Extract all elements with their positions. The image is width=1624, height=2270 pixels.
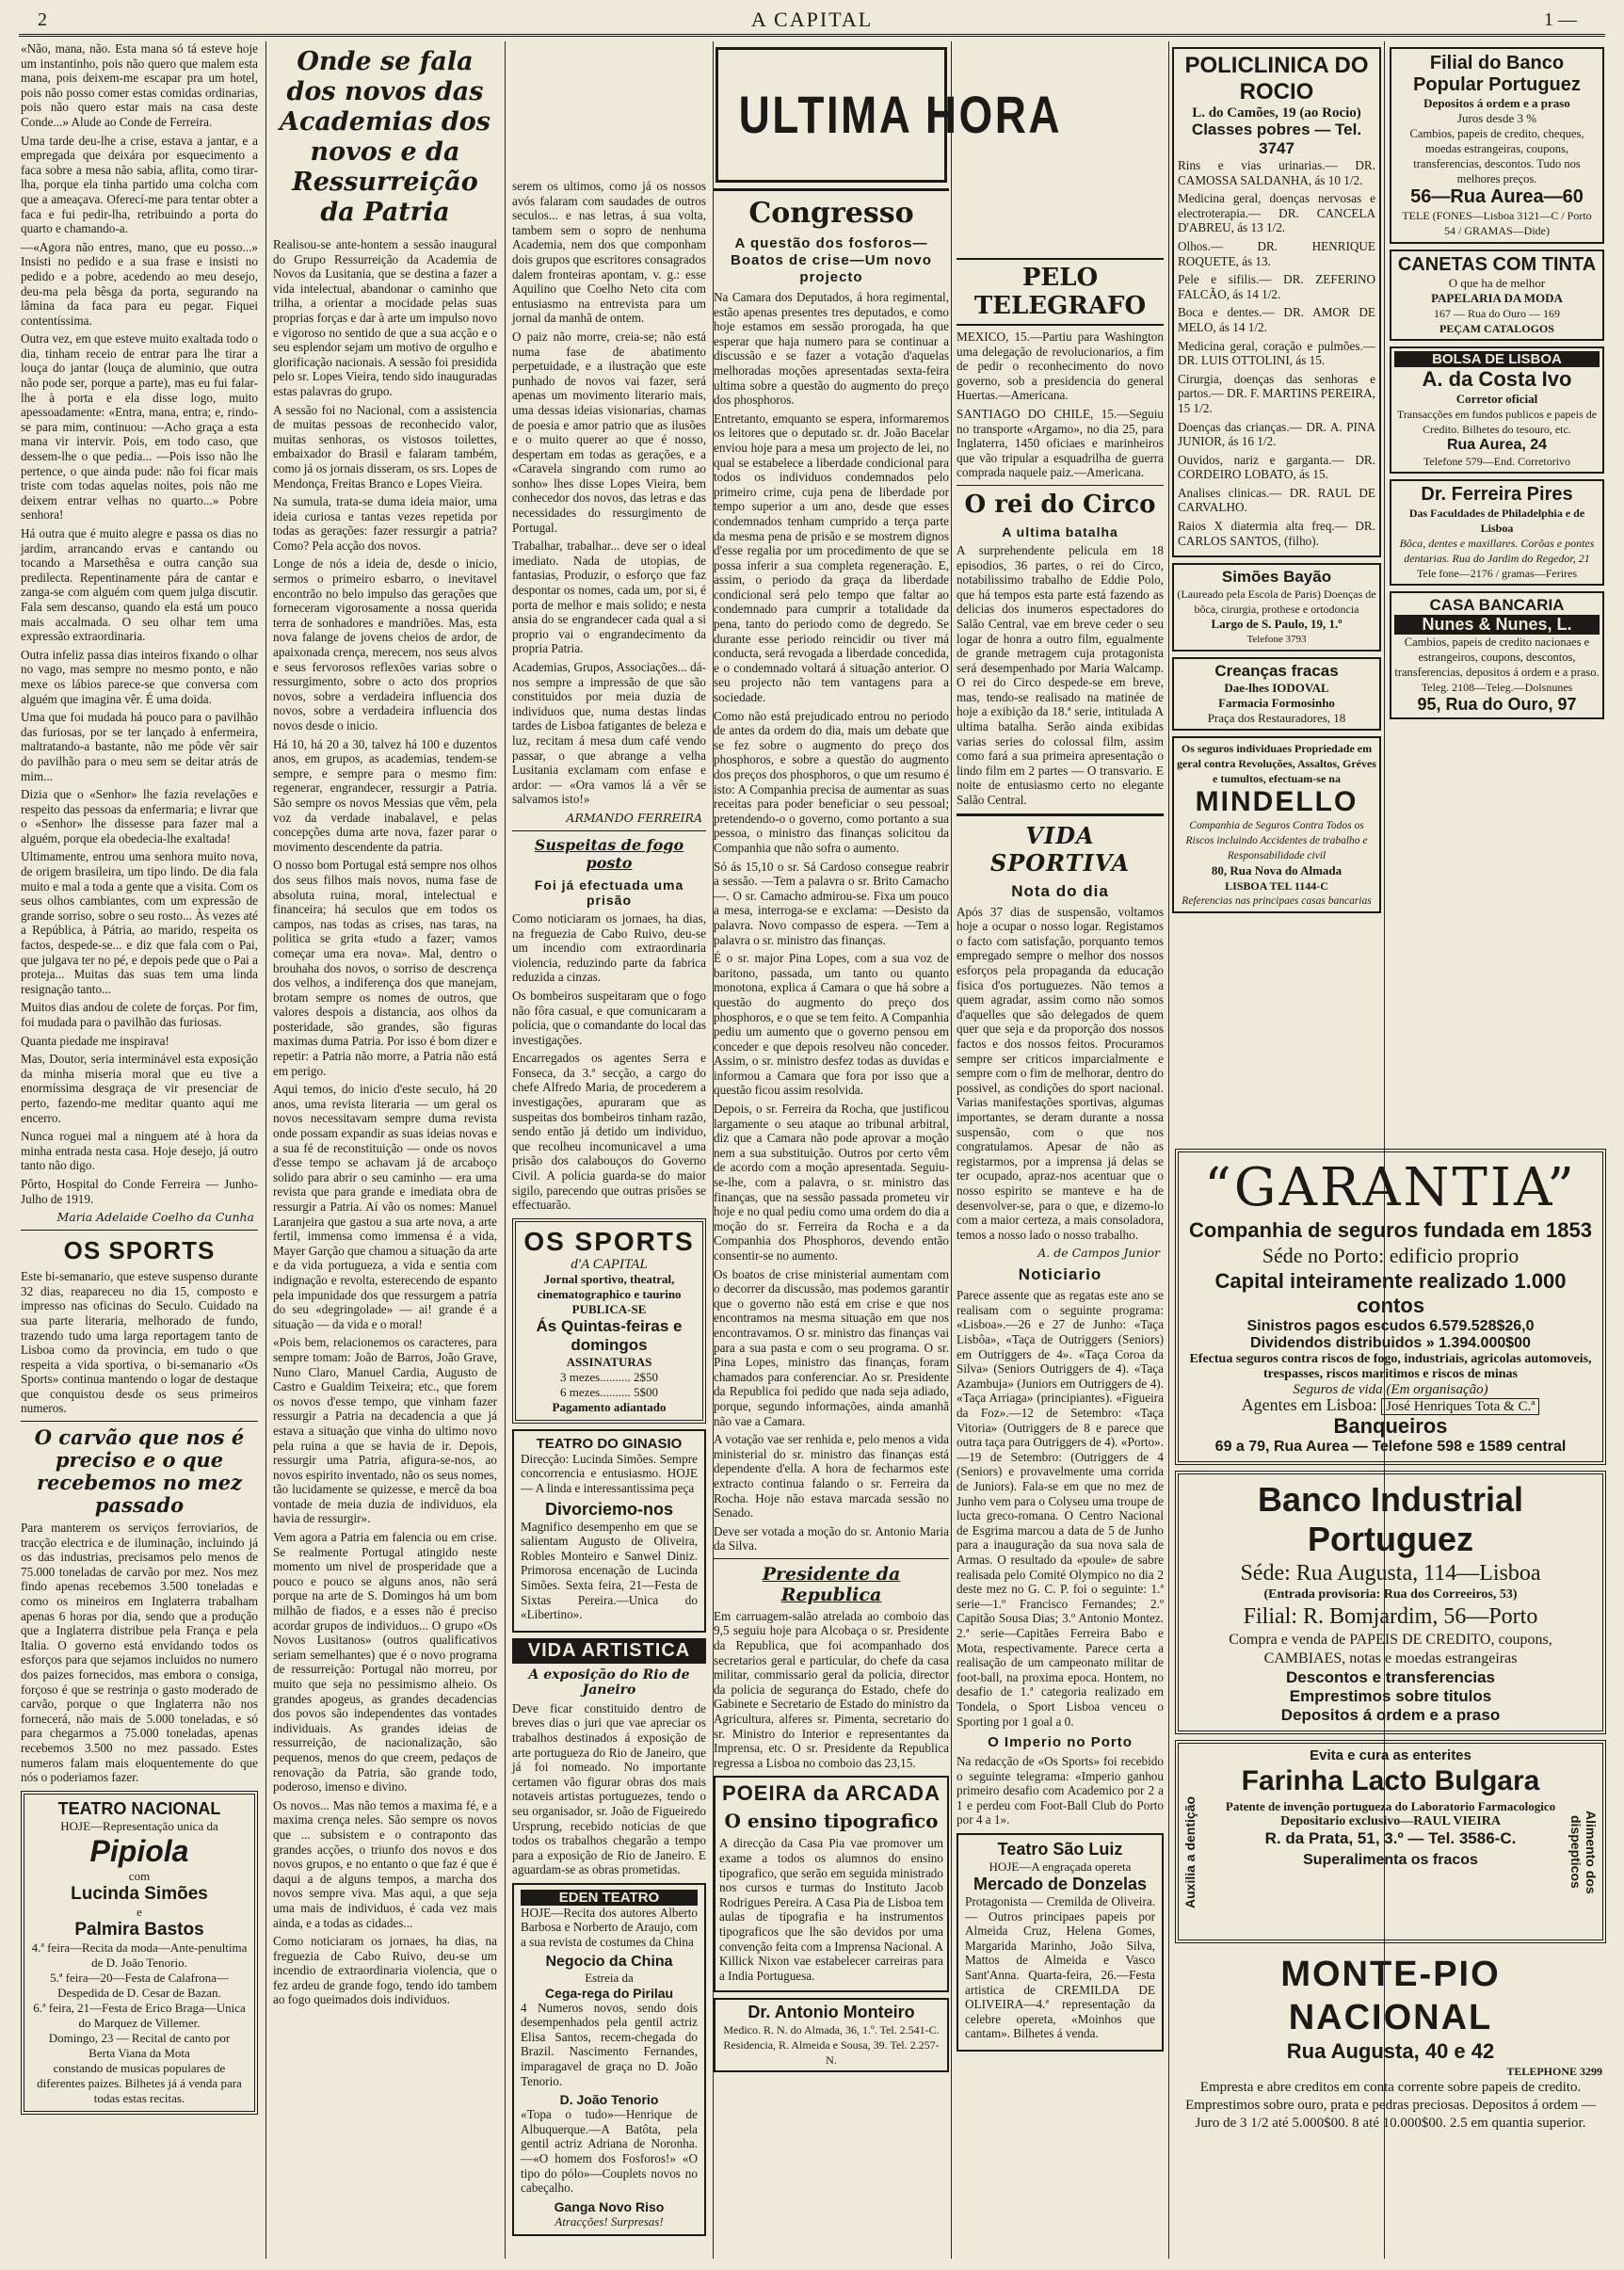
ad-text: Protagonista — Cremilda de Oliveira. — Outros principaes papeis por Almeida Cruz, Helena Gomes, Margarida Marinho, João Silva, Mattos de Almeida e Vasco Sant'Anna. Quarta-feira, 26.—Festa artistica de CREMILDA DE OLIVEIRA—4.ª representação da celebre opereta, «Moinhos que cantam». Bilhetes á venda. xyxy=(965,1894,1155,2041)
article-paragraph: A sessão foi no Nacional, com a assistencia de muitas pessoas de reconhecido valor, muitas senhoras, os vistosos toilettes, embaixador do Brasil e falaram também, como já os jornais disseram, os srs. Lopes de Mendonça, Freitas Branco e Lopes Vieira. xyxy=(273,402,497,491)
divider xyxy=(714,188,949,191)
ad-sub: Das Faculdades de Philadelphia e de Lisboa xyxy=(1408,507,1585,535)
story-paragraph: Nunca roguei mal a ninguem até à hora da minha entrada nesta casa. Hoje desejo, já outro tanto não digo. xyxy=(21,1129,258,1173)
ad-play: Negocio da China xyxy=(545,1953,673,1970)
column-rule xyxy=(951,41,952,2259)
ad-title: Simões Bayão xyxy=(1221,568,1332,587)
ad-subtitle: HOJE—Representação unica da xyxy=(60,1818,218,1833)
garantia-agent-name: José Henriques Tota & C.ª xyxy=(1381,1398,1539,1415)
congresso-paragraph: Na Camara dos Deputados, á hora regimental, estão apenas presentes tres deputados, e como hoje estamos em sessão prorogada, ha que esperar que haja numero para se continuar a discussão e se fazer a votação d'aquelas melhoradas moções apresentadas sexta-feira ultima sobre a questão do augmento do preço dos phosphoros. xyxy=(714,290,949,408)
ultima-hora-spacer xyxy=(957,41,1164,254)
story-paragraph: Outra infeliz passa dias inteiros fixando o olhar no vago, mas sempre no mesmo ponto, e não mexe os lábios parece-se que conversa com alguém que imagina vêr. É uma doida. xyxy=(21,647,258,706)
garantia-sub: Companhia de seguros fundada em 1853 xyxy=(1189,1218,1592,1242)
policlinica-ad xyxy=(1172,47,1381,557)
divider xyxy=(512,830,706,831)
fogo-paragraph: Os bombeiros suspeitaram que o fogo não fôra casual, e que comunicaram a polícia, que o comandante do local das investigações. xyxy=(512,988,706,1047)
congresso-paragraph: Entretanto, emquanto se espera, informaremos os leitores que o deputado sr. dr. João Bacelar enviou hoje para a mesa um projecto de lei, no qual se estabelece a liberdade condicional para todos os individuos condemnados pelo primeiro crime, cuja pena de liberdade por tempo superior a um ano, desde que esses condemnados tenham cumprido a terça parte da mesma pena de prisão e se mostrem dignos d'esse regalia por um procedimento de que se possa inferir a sua completa regeneração. E, assim, o periodo da graça da liberdade condicional será pelo tempo que faltar ao condemnado para cumprir a totalidade da pena, tanto do periodo como de degredo. Se durante esse periodo reincidir ou tiver má conducta, será revogada a liberdade concedida, e o condemnado voltará á situação anterior. O seu projecto não tem vantagens para a sociedade. xyxy=(714,411,949,705)
page-number: 2 xyxy=(38,9,47,30)
ad-catalogos: PEÇAM CATALOGOS xyxy=(1439,322,1554,335)
ad-actress-1: Lucinda Simões xyxy=(71,1883,208,1904)
ad-title: EDEN TEATRO xyxy=(521,1890,698,1906)
ad-line-3: Cambios, papeis de credito, cheques, moedas estrangeiras, coupons, transferencias, descontos. Tudo nos melhores preços. xyxy=(1409,127,1584,185)
ad-price-1: 3 mezes.......... 2$50 xyxy=(560,1369,658,1384)
story-paragraph: Ultimamente, entrou uma senhora muito nova, de origem brasileira, um tipo lindo. De dia fala muito e mal a toda a gente que a visita. Com os seus olhos cambiantes, com um expressão de grande sorriso, sobre o seu rosto... Às vezes até a República, à Pátria, ao marido, respeita os factos, despede-se... e diz que fala com o Pai, que julgava ter no pé, e depois pede que o Pai a proteja... Muitas das suas tem uma linda resignação tanto... xyxy=(21,849,258,996)
article-paragraph: O paiz não morre, creia-se; não está numa fase de abatimento perpetuidade, e a ilustração que este punhado de novos vai fazer, será apenas um movimento literario mais, uma dessas ideias visionarias, chamas de poesia e amor patrio que as ilusões e o muito querer ao que é nosso, despertam em todas as gerações, e a «Caravela singrando com rumo ao sonho» lhes disse Lopes Vieira, bem conhecedor dos novos, das letras e das necessidades do ressurgimento de Portugal. xyxy=(512,329,706,535)
ad-text-2: Magnifico desempenho em que se salientam Augusto de Oliveira, Robles Monteiro e Sanwel Diniz. Primorosa encenação de Lucinda Simões. Sexta feira, 21—Festa de Sixtas Pereira.—Unica do «Libertino». xyxy=(521,1519,698,1622)
column-rule xyxy=(1168,41,1169,2259)
coal-headline: O carvão que nos é preciso e o que recebemos no mez passado xyxy=(34,1425,245,1518)
teatro-nacional-ad xyxy=(21,1791,258,2115)
article-paragraph: «Pois bem, relacionemos os caracteres, para sempre tomam: João de Barros, João Grave, Nuno Claro, Manuel Cardia, Augusto de Castro e Gualdim Teixeira; etc., que forem os novos d'esse tempo, que vinham fazer ressurgir a Patria na decadencia a que já estava a situação que vinha do ultimo novo pela ruina a que se havia de ir. Depois, ressurgir uma Patria, afigura-se-nos, ao novos espirito inventado, não os seus nomes, tão lucidamente se quizesse, e mercê da boa vontade de meia duzia de individuos, ela havia de ressurgir». xyxy=(273,1335,497,1526)
fogo-headline: Suspeitas de fogo posto xyxy=(534,835,684,872)
story-paragraph: «Não, mana, não. Esta mana só tá esteve hoje um instantinho, pois não quero que malem esta mana, pois deixem-me escapar pra um hotel, pois não posso comer estas comidas ordinarias, pois não quero estar mais na casa deste Conde...» Alude ao Conde de Ferreira. xyxy=(21,41,258,129)
divider xyxy=(957,485,1164,486)
academias-headline: Onde se fala dos novos das Academias dos novos e da Ressurreição da Patria xyxy=(280,47,490,227)
policlinica-line: Medicina geral, coração e pulmões.— DR. LUIS OTTOLINI, ás 15. xyxy=(1178,338,1375,368)
ad-star: Cega-rega do Pirilau xyxy=(544,1985,674,2001)
mindello-ad xyxy=(1172,736,1381,913)
ad-payment: Pagamento adiantado xyxy=(552,1399,667,1414)
ad-com: com xyxy=(128,1868,151,1883)
article-paragraph: Há 10, há 20 a 30, talvez há 100 e duzentos anos, em grupos, as academias, tendem-se sempre, e sempre para o mesmo fim: regenerar, engrandecer, ressurgir a Patria. São sempre os novos Messias que vêm, pela voz da verdade inabalavel, e pelas concepções duma arte nova, fazer parar o movimento descendente da patria. xyxy=(273,736,497,854)
congresso-paragraph: Depois, o sr. Ferreira da Rocha, que justificou largamente o seu ataque ao tribunal arbitral, diz que a Camara não pode aprovar a moção nem a sua substituição. Outros por certo vêm de acordo com a moção apresentada. Seguiu-se-lhe, com a palavra, o sr. ministro das finanças, que na sessão passada prometeu vir hoje e no qual pediu como uma ordem do dia a moção do sr. Ferreira da Rocha e a da Companhia dos Phosphoros, devendo então consentir-se no aumento. xyxy=(714,1102,949,1263)
article-paragraph: serem os ultimos, como já os nossos avós falaram com saudades de outros seculos... e nas letras, á sua volta, tambem sem o sopro de nenhuma Academia, nem dos que componham dois grupos que escritores consagrados dalem fronteiras apontam, v. g.: esse Aquilino que Coelho Neto cita com entusiasmo na entrevista para um jornal da manhã de ontem. xyxy=(512,179,706,326)
porto-text: Na redacção de «Os Sports» foi recebido o seguinte telegrama: «Imperio ganhou primeiro desafio com Academico por 2 a 1 e perdeu com Foot-Ball Club do Porto por 4 a 1». xyxy=(957,1754,1164,1827)
fogo-paragraph: Como noticiaram os jornaes, ha dias, na freguezia de Cabo Ruivo, deu-se um incendio com extraordinaria violencia, reduzindo parte da fabrica reduzida a cinzas. xyxy=(512,910,706,985)
banco-provisoria: (Entrada provisoria: Rua dos Correeiros, 53) xyxy=(1263,1587,1518,1602)
ad-schedule xyxy=(31,1940,248,2106)
bolsa-lisboa-ad xyxy=(1390,346,1604,474)
sports-text: Este bi-semanario, que esteve suspenso durante 32 dias, reapareceu no dia 15, composto e impresso nas oficinas do Seculo. Cuidado na sua parte literaria, melhorado de fundo, trazendo tudo uma larga reportagem tanto de Lisboa como da provincia, em tudo o que respeita a vida sportiva, o bi-semanario «Os Sports» continua mantendo o logar de destaque que conquistou desde os seus primeiros numeros. xyxy=(21,1269,258,1416)
ad-pre: Os seguros individuaes Propriedade em geral contra Revoluções, Assaltos, Gréves e tumultos, efectuam-se na xyxy=(1177,742,1376,786)
ad-title: Filial do Banco Popular Portuguez xyxy=(1413,53,1581,95)
ad-price-2: 6 mezes.......... 5$00 xyxy=(560,1384,658,1399)
ad-ref: Referencias nas principaes casas bancarias xyxy=(1182,895,1372,908)
farinha-patent: Patente de invenção portugueza do Laboratorio Farmacologico xyxy=(1225,1799,1556,1813)
farinha-bottom: Superalimenta os fracos xyxy=(1303,1852,1478,1868)
policlinica-line: Ouvidos, nariz e garganta.— DR. CORDEIRO LOBATO, ás 15. xyxy=(1178,452,1375,482)
article-paragraph: Os novos... Mas não temos a maxima fé, e a maxima crença neles. São sempre os novos que ... subsistem e o contraponto das grandes acções, o triunfo dos novos e dos novos grupos, e no entanto o que faz é que é daqui a de alguns tempos, a marcha dos novos sempre viva. Mas aqui, a que seja uma mais de individuos, é cada vez mais ainda, e a todas as cidades... xyxy=(273,1797,497,1930)
ad-title: TEATRO DO GINASIO xyxy=(536,1435,683,1452)
farinha-top: Evita e cura as enterites xyxy=(1310,1747,1471,1763)
congresso-paragraph: Como não está prejudicado entrou no periodo de antes da ordem do dia, mais um debate que se fez sobre o augmento do preço dos phosphoros, e sobre a questão do augmento dos preços dos phosphoros, o que um resumo é isto: A Companhia precisa de aumentar as suas receitas para poder beneficiar o seu pessoal; pretendendo-o o governo, como portanto a sua pessoa, o ministro das finanças solicitou da Companhia que não sofra o aumento. xyxy=(714,708,949,855)
poeira-text: A direcção da Casa Pia vae promover um exame a todos os alumnos do ensino tipografico, que serão em seguida ministrado nos cursos e turmas do Instituto Jacob Rodrigues Pereira. A Casa Pia de Lisboa tem aulas de tipografia e ha instrumentos tipograficos que lhe são devidos por uma convenção feita com a Imprensa Nacional. A Killick Nixon vae estabelecer carreiras para a India Portuguesa. xyxy=(719,1836,943,1983)
ad-address: Largo de S. Paulo, 19, 1.º xyxy=(1211,617,1343,632)
ad-tel: Telefone 579—End. Corretorivo xyxy=(1423,455,1571,468)
criancas-fracas-ad xyxy=(1172,657,1381,731)
ad-text: HOJE—Recita dos autores Alberto Barbosa e Norberto de Araujo, com a sua revista de costumes da China xyxy=(521,1905,698,1950)
vida-text: Deve ficar constituido dentro de breves dias o juri que vae apreciar os trabalhos destinados á exposição de arte portugueza do Rio de Janeiro, que já foi nomeado. No importante certamen vão figurar obras dos mais notaveis artistas portuguezes, tendo o seu organisador, sr. João de Figueiredo Ursprung, recebido noticias de que todos os trabalhos chegarão a tempo para a exposição de Rio de Janeiro. E aguardam-se as obras prometidas. xyxy=(512,1700,706,1877)
ad-title: Dr. Ferreira Pires xyxy=(1421,484,1573,505)
os-sports-ad xyxy=(512,1218,706,1424)
column-rule xyxy=(505,41,506,2259)
ad-address: Praça dos Restauradores, 18 xyxy=(1207,711,1346,726)
banco-filial: Filial: R. Bomjardim, 56—Porto xyxy=(1243,1604,1538,1629)
ad-ganga: Ganga Novo Riso xyxy=(554,2198,665,2214)
garantia-line-4: Seguros de vida (Em organisação) xyxy=(1293,1382,1488,1397)
article-paragraph: Na sumula, trata-se duma ideia maior, uma ideia curiosa e tantas vezes repetida por todas as gerações: fazer ressurgir a patria? Como? Pela acção dos novos. xyxy=(273,494,497,553)
garantia-banqueiros: Banqueiros xyxy=(1333,1414,1448,1438)
congresso-subheading: A questão dos fosforos—Boatos de crise—Um novo projecto xyxy=(731,235,932,285)
fogo-paragraph: Encarregados os agentes Serra e Fonseca, da 3.ª secção, a cargo do chefe Alfredo Maria, de procederem a investigações, apuraram que as suspeitas dos bombeiros tinham razão, sendo então já detido um individuo, que recolheu incomunicavel a uma prisão dos calabouços do Governo Civil. A policia guarda-se do maior sigilo, parecendo que outras prisões se effectuarão. xyxy=(512,1051,706,1213)
header-right-mark: 1 — xyxy=(1544,9,1577,30)
circo-subheading: A ultima batalha xyxy=(1002,523,1118,539)
farinha-depositario: Depositario exclusivo—RAUL VIEIRA xyxy=(1280,1814,1501,1828)
congresso-paragraph: Os boatos de crise ministerial aumentam com o decorrer da discussão, mas podemos garantir que o governo não está em crise e que nos encontramos na mesma situação em que nos encontravamos. O sr. ministro das finanças vai para a sua pasta e com o seu programa. O sr. Pina Lopes, ministro das finanças, foram chamados para conferenciar. Ao sr. Presidente da Republica foi pedido que nada seja adiado, porque, segundo informações, ainda amanhã não vae a Camara. xyxy=(714,1266,949,1428)
divider xyxy=(957,813,1164,816)
ad-text-3: «Topa o tudo»—Henrique de Albuquerque.—A Batôta, pela gentil actriz Adriana de Noronha.—«O homem dos Fosforos!» «O tipo do pólo»—Couplets novos no cabeçalho. xyxy=(521,2107,698,2196)
ad-role: Corretor oficial xyxy=(1455,392,1538,406)
ultima-hora-title: ULTIMA HORA xyxy=(738,85,1062,144)
telegrafo-heading: PELO TELEGRAFO xyxy=(957,258,1164,326)
ad-schedule-line: 6.ª feira, 21—Festa de Erico Braga—Unica do Marquez de Villemer. xyxy=(33,2000,246,2030)
article-author: ARMANDO FERREIRA xyxy=(566,810,702,825)
story-paragraph: Quanta piedade me inspirava! xyxy=(21,1033,169,1048)
ad-title: MINDELLO xyxy=(1195,786,1359,818)
policlinica-line: Doenças das crianças.— DR. A. PINA JUNIOR, ás 16 1/2. xyxy=(1178,419,1375,449)
article-paragraph: Longe de nós a ideia de, desde o inicio, sermos o primeiro esbarro, o inevitavel encontrão no belo impulso das gerações que forneceram vigorosamente a nossa querida terra de sonhadores e mandriões. Mas, esta nova falange de jovens cheios de ardor, de apaixonada crença, merecem, nos seus alvos e seus fervorosos reflexões varias sobre o ressurgimento, sobre o acto dos proprios novos, sobre a verdadeira influencia dos novos, sobre a verdadeira influencia dos novos desde o inicio. xyxy=(273,556,497,733)
ad-subtitle: d'A CAPITAL xyxy=(571,1256,648,1272)
ad-text: Direcção: Lucinda Simões. Sempre concorrencia e entusiasmo. HOJE — A linda e interessantissima peça xyxy=(521,1451,698,1495)
column-5-ads xyxy=(1172,41,1381,1134)
banco-line-1: Compra e venda de PAPEIS DE CREDITO, coupons, CAMBIAES, notas e moedas estrangeiras xyxy=(1229,1632,1552,1666)
ad-text: Cambios, papeis de credito nacionaes e estrangeiros, coupons, descontos, transferencias, depositos á ordem e a praso. xyxy=(1394,636,1600,679)
ad-actress-2: Palmira Bastos xyxy=(74,1919,204,1940)
story-author: Maria Adelaide Coelho da Cunha xyxy=(56,1210,254,1225)
story-signoff: Pôrto, Hospital do Conde Ferreira — Junho-Julho de 1919. xyxy=(21,1176,258,1206)
story-paragraph: —«Agora não entres, mano, que eu posso...» Insisti no pedido e a sua frase e insisti no pedido e a pobre, acedendo ao meu desejo, deu-ma pela bêsga da porta, segurando na lâmina da faca para eu pegar. Fiquei contentíssima. xyxy=(21,239,258,328)
ultima-hora-banner xyxy=(716,47,1062,183)
farinha-side-right: Alimento dos dispepticos xyxy=(1568,1810,1599,1894)
masthead: A CAPITAL xyxy=(750,8,874,31)
ad-schedule-line: 4.ª feira—Recita da moda—Ante-penultima de D. João Tenorio. xyxy=(31,1940,248,1970)
ad-title: OS SPORTS xyxy=(523,1226,695,1256)
article-paragraph: Vem agora a Patria em falencia ou em crise. Se realmente Portugal atingido neste momento um nivel de prosperidade que a pouco e pouco se alguns anos, não será porque na arte de S. Domingos há um bom milhão de fiados, e a esses não é preciso acordar grupos de individuos... O grupo «Os Novos Lusitanos» (outros qualificativos seriam semelhantes) que é o novo programa de ressurreição: Portugal não morreu, por muito que seja no pessimismo alheio. Os grandes apogeus, as grandes decadencias dos povos são independentes das vontades individuais. As grandes ideias de ressurreição, de nacionalização, são pequenos, menos do que creem, pedaços de renovação da Patria, são grande todo, poderoso, imenso e divino. xyxy=(273,1530,497,1795)
banco-line-3: Emprestimos sobre titulos xyxy=(1289,1687,1492,1705)
montepio-text: Empresta e abre creditos em conta corrente sobre papeis de credito. Emprestimos sobre ouro, prata e pedras preciosas. Depositos á ordem — Juro de 3 1/2 até 5.000$00. 8 até 10.000$00. 2.5 em quantia superior. xyxy=(1185,2080,1596,2131)
dr-name: Dr. Antonio Monteiro xyxy=(748,2003,915,2022)
ad-schedule-line: constando de musicas populares de diferentes paizes. Bilhetes já á venda para todas estas recitas. xyxy=(37,2060,242,2105)
garantia-title: “GARANTIA” xyxy=(1204,1157,1577,1218)
story-paragraph: Muitos dias andou de colete de forças. Por fim, foi mudada para o pavilhão das furiosas. xyxy=(21,1000,258,1029)
column-1 xyxy=(21,41,258,2259)
article-paragraph: Trabalhar, trabalhar... deve ser o ideal imediato. Nada de utopias, de fantasias, Produzir, o esforço que faz despontar os nomes, cada um, por si, é porta de melhor e mais solido; e nesta ansia do se engrandecer cada qual a si proprio vai o engrandecimento da propria Patria. xyxy=(512,539,706,656)
policlinica-line: Pele e sifilis.— DR. ZEFERINO FALCÃO, ás 14 1/2. xyxy=(1178,272,1375,301)
garantia-address: 69 a 79, Rua Aurea — Telefone 598 e 1589 central xyxy=(1214,1439,1567,1455)
ad-address: Rua Aurea, 24 xyxy=(1446,437,1548,453)
ad-address: 80, Rua Nova do Almada xyxy=(1211,863,1343,878)
ad-text: (Laureado pela Escola de Paris) Doenças de bôca, cirurgia, prothese e ortodoncia xyxy=(1177,588,1376,617)
policlinica-line: Medicina geral, doenças nervosas e electroterapia.— DR. CANCELA D'ABREU, ás 13 1/2. xyxy=(1178,191,1375,235)
garantia-agentes: Agentes em Lisboa: xyxy=(1241,1395,1377,1414)
ad-title: Creanças fracas xyxy=(1214,662,1339,681)
ad-text: Bôca, dentes e maxillares. Corôas e pontes dentarias. Rua do Jardim do Regedor, 21 xyxy=(1399,537,1595,565)
farinha-side-left: Auxilia a dentição xyxy=(1182,1795,1198,1908)
ad-schedule-line: 5.ª feira—20—Festa de Calafrona—Despedida de D. Cesar de Bazan. xyxy=(50,1970,229,2000)
farinha-address: R. da Prata, 51, 3.º — Tel. 3586-C. xyxy=(1264,1829,1517,1847)
ad-phones: TELE (FONES—Lisboa 3121—C / Porto 54 / GRAMAS—Dide) xyxy=(1402,209,1592,237)
teatro-ginasio-ad xyxy=(512,1429,706,1633)
telegrafo-text-1: MEXICO, 15.—Partiu para Washington uma delegação de revolucionarios, a fim de pedir o reconhecimento do novo governo, sob a presidencia do general Huertas.—Americana. xyxy=(957,330,1164,403)
ad-address: 167 — Rua do Ouro — 169 xyxy=(1434,307,1560,320)
ad-shop: PAPELARIA DA MODA xyxy=(1431,291,1563,305)
congresso-paragraph: A votação vae ser renhida e, pelo menos a vida ministerial do sr. ministro das finanças está dependente d'ella. A hora de fecharmos este extracto continua falando o sr. Ferreira da Rocha. Hoje não estava marcada sessão no Senado. xyxy=(714,1432,949,1521)
banco-popular-ad xyxy=(1390,47,1604,244)
nota-heading: Nota do dia xyxy=(1011,881,1109,900)
garantia-line-3: Efectua seguros contra riscos de fogo, industriais, agricolas automoveis, trespasses, riscos maritimos e riscos de minas xyxy=(1189,1352,1592,1381)
ad-name: Nunes & Nunes, L. xyxy=(1394,615,1600,635)
ad-assinaturas: ASSINATURAS xyxy=(566,1354,652,1369)
banco-title: Banco Industrial Portuguez xyxy=(1257,1480,1524,1558)
ad-line-2: Juros desde 3 % xyxy=(1456,111,1537,125)
banco-sede: Séde: Rua Augusta, 114—Lisboa xyxy=(1240,1561,1541,1586)
poeira-subtitle: O ensino tipografico xyxy=(724,1810,939,1833)
teatro-sao-luiz-ad xyxy=(957,1833,1164,2052)
ad-sub: Estreia da xyxy=(585,1970,634,1985)
noticiario-heading: Noticiario xyxy=(1018,1265,1102,1284)
ad-e: e xyxy=(137,1904,142,1919)
ad-line-1: Depositos á ordem e a praso xyxy=(1423,96,1570,110)
poeira-title: POEIRA da ARCADA xyxy=(722,1781,941,1806)
ad-desc: Jornal sportivo, theatral, cinematographico e taurino PUBLICA-SE xyxy=(537,1271,682,1316)
poeira-arcada-box xyxy=(714,1776,949,1992)
ad-schedule-line: Berta Viana da Mota xyxy=(88,2045,190,2060)
article-paragraph: Como noticiaram os jornaes, ha dias, na freguezia de Cabo Ruivo, deu-se um incendio de extraordinaria violencia, que o fez ardeu de grande fogo, tendo ido tambem ao fogo queimados dois individuos. xyxy=(273,1934,497,2007)
policlinica-pobres: Classes pobres — Tel. 3747 xyxy=(1191,121,1362,157)
column-2b xyxy=(512,179,706,2259)
farinha-title: Farinha Lacto Bulgara xyxy=(1241,1765,1540,1796)
congresso-text xyxy=(714,290,949,1554)
ad-play-title: Pipiola xyxy=(89,1833,189,1868)
ad-text-2: 4 Numeros novos, sendo dois desempenhados pela gentil actriz Elisa Santos, recem-chegada do Brazil. Nascimento Fernandes, imparagavel de graça no D. João Tenorio. xyxy=(521,2000,698,2088)
column-6-ads xyxy=(1390,41,1604,1134)
policlinica-line: Cirurgia, doenças das senhoras e partos.— DR. F. MARTINS PEREIRA, 15 1/2. xyxy=(1178,371,1375,415)
garantia-sede: Séde no Porto: edificio proprio xyxy=(1262,1244,1519,1267)
banco-industrial-ad xyxy=(1175,1471,1606,1734)
academias-text xyxy=(273,237,497,2007)
ferreira-pires-ad xyxy=(1390,479,1604,586)
policlinica-title: POLICLINICA DO ROCIO xyxy=(1184,53,1369,105)
divider xyxy=(21,1421,258,1422)
dr-text: Medico. R. N. do Almada, 36, 1.º. Tel. 2.541-C. Residencia, R. Almeida e Sousa, 39. Tel. 2.257-N. xyxy=(723,2023,940,2068)
ad-sub: HOJE—A engraçada opereta xyxy=(989,1859,1132,1875)
garantia-capital: Capital inteiramente realizado 1.000 contos xyxy=(1214,1269,1567,1317)
ad-name: A. da Costa Ivo xyxy=(1422,367,1572,391)
congresso-paragraph: É o sr. major Pina Lopes, com a sua voz de baritono, passada, um tanto ou quanto monotona, explica á Camara o que há sobre a questão do augmento do preço dos phosphoros, e o que se tem feito. A Companhia pediu um aumento que o governo pensou em conceder e que depois resolveu não conceder. Assim, o sr. ministro desfez todas as duvidas e informou a Camara que fora por isso que a questão ficou assim resolvida. xyxy=(714,951,949,1098)
ad-tenorio: D. João Tenorio xyxy=(559,2092,659,2108)
ad-text: Companhia de Seguros Contra Todos os Riscos incluindo Accidentes de trabalho e Responsabilidade civil xyxy=(1185,820,1368,862)
sports-heading: OS SPORTS xyxy=(63,1236,216,1265)
column-rule xyxy=(265,41,266,2259)
montepio-tel: TELEPHONE 3299 xyxy=(1506,2065,1602,2078)
ad-text: Dae-lhes IODOVAL xyxy=(1224,681,1329,696)
casa-bancaria-ad xyxy=(1390,591,1604,719)
farinha-lacto-ad xyxy=(1175,1740,1606,1943)
story-paragraph: Uma que foi mudada há pouco para o pavilhão das furiosas, por se ter lançado à enfermeira, maltratando-a bastante, não me pôde vêr sair do pavilhão para o meu sem se deitar atrás de mim... xyxy=(21,710,258,783)
fogo-subheadline: Foi já efectuada uma prisão xyxy=(534,877,684,908)
banco-line-4: Depositos á ordem e a praso xyxy=(1280,1706,1501,1724)
ad-pharmacy: Farmacia Formosinho xyxy=(1218,696,1335,711)
letter-story xyxy=(21,41,258,1173)
simoes-bayao-ad xyxy=(1172,563,1381,652)
dr-monteiro-ad xyxy=(714,1998,949,2072)
policlinica-line: Rins e vias urinarias.— DR. CAMOSSA SALDANHA, ás 10 1/2. xyxy=(1178,158,1375,187)
article-paragraph: O nosso bom Portugal está sempre nos olhos dos seus filhos mais novos, numa fase de absoluta ruina, moral, intelectual e financeira; há seculos que em todos os campos, nas todas as crises, nas taras, na politica se grita «tudo a fazer; vamos começar uma era nova». Mal, dentro o brouhaha dos novos, o sorriso de descrença dos velhos, a indiferença dos que manejam, brotam sempre os nomes de outros, que valores despois a distancia, aos olhos da posteridade, são grandes, são figuras maximas duma Patria. Por isso é bom dizer e repetir: a Patria não morre, a Patria não está em perigo. xyxy=(273,858,497,1078)
ad-title: CASA BANCARIA xyxy=(1429,596,1565,614)
vida-subheading: A exposição do Rio de Janeiro xyxy=(528,1666,690,1698)
divider xyxy=(714,1558,949,1559)
policlinica-line: Analises clinicas.— DR. RAUL DE CARVALHO. xyxy=(1178,485,1375,515)
ad-tel: Teleg. 2108—Teleg.—Dolsnunes xyxy=(1421,681,1573,694)
ad-title: TEATRO NACIONAL xyxy=(57,1798,221,1818)
ad-tel: Tele fone—2176 / gramas—Ferires xyxy=(1416,567,1578,580)
story-paragraph: Dizia que o «Senhor» lhe fazia revelações e respeito das pessoas da enfermaria; e livrar que o «Senhor» lhe dissesse para fazer mal a alguém, porque ela obedecia-lhe exaltada! xyxy=(21,787,258,845)
nota-text: Após 37 dias de suspensão, voltamos hoje a ocupar o nosso logar. Registamos o facto com satisfação, porquanto temos empregado sempre o melhor dos nossos esforços pela propaganda da educação fisica d'os portuguezes. Não temos a quem agradar, assim como não somos d'aquelles que são delegados de quem quer que seja e da proporção dos nossos factos e dos nossos feitos. Procuramos sempre ser criticos imparcialmente e sempre com o fim de melhorar, dentro do possivel, as condições do sport nacional. Varias manifestações sportivas, algumas importantes, se deram durante a nossa suspensão, com o que nos congratulamos. Apesar de não as registarmos, por a imprensa já delas se ter ocupado, apraz-nos acentuar que o nosso espirito se manteve e ha de desenvolver-se, para o que, e dizemo-lo com a maior certeza, a mais consoladora, temos a nosso lado o nosso trabalho. xyxy=(957,904,1164,1242)
ad-sub: O que ha de melhor xyxy=(1448,276,1546,290)
policlinica-line: Boca e dentes.— DR. AMOR DE MELO, ás 14 1/2. xyxy=(1178,305,1375,334)
page-header xyxy=(19,6,1605,37)
ad-title: CANETAS COM TINTA xyxy=(1397,254,1597,275)
story-paragraph: Há outra que é muito alegre e passa os dias no jardim, arrancando ervas e cantando ou tocando a Marsethêsa e outra canção sua predilecta. Repentinamente pára de cantar e zanga-se com alguém com quem julga discutir. Fala sem descanso, quando ela está um pouco mais accalmada. O seu olhar tem uma expressão extraordinaria. xyxy=(21,526,258,644)
vida-artistica-heading: VIDA ARTISTICA xyxy=(512,1638,706,1664)
coal-text: Para manterem os serviços ferroviarios, de tracção electrica e de iluminação, incluindo já os das industrias, precisamos pelo menos de 75.000 toneladas de carvão por mez. Nos mez findo apenas recebemos 3.500 toneladas e como os mineiros em Inglaterra trabalham apenas 6 horas por dia, sendo que a produção que a Inglaterra distribue pela França e pela Italia. O governo está envidando todos os esforços para que sejamos incluidos no numero dos paizes fornecidos, mas embora o consiga, forçoso é que se restrinja o gasto moderado de carvão, porque o que Inglaterra não nos fornecerá, não mais de 5.000 toneladas, e só para chegarmos a 75.000 toneladas, apenas recebemos 3.500 no mez passado. Estes numeros falam mais eloquentemente do que nós o poderiamos fazer. xyxy=(21,1521,258,1785)
article-paragraph: Aqui temos, do inicio d'este seculo, há 20 anos, uma revista literaria — um geral os novos necessitavam sempre duma revista onde possam expandir as suas ideias novas e a sua fé de reconstituição — onde os novos d'esse tempo se achavam já de arcaboço solido para abrir o seu caminho — era uma revista que para grande e imediata obra de ressurgir a Patria. Aí vão os nomes: Manuel Laranjeira que gastou a sua arte nova, a arte fertil, immensa como immensa é a vida, Mayer Garção que chamou a situação da arte e da vida portugueza, a vida e sentia com indignação e revolta, esterecendo de espanto pela impunidade dos que ressurgem a patria do seu «degringolade» — ai! grande é a situação — da vida e o moral! xyxy=(273,1082,497,1331)
presidente-text: Em carruagem-salão atrelada ao comboio das 9,5 seguiu hoje para Alcobaça o sr. Presidente da Republica, que foi acompanhado dos secretarios geral e particular, do chefe da casa militar, commissario geral da policia, director da policia de segurança do Estado, chefe do Gabinete e Secretario de Estado do ministro da Agricultura, alferes sr. Pimenta, secretario do sr. Ministro do Interior e representantes da Imprensa, etc. O sr. Presidente da Republica regressa a Lisboa no comboio das 23,15. xyxy=(714,1608,949,1770)
circo-text: A surprehendente pelicula em 18 episodios, 36 partes, o rei do Circo, notabilissimo trabalho de Eddie Polo, que há tempos esta parte está fazendo as delicias dos inumeros espectadores do Salão Central, vae em breve ceder o seu logar de honra a outro film, egualmente de grande metragem cuja protagonista será desempenhado por Maria Walcamp. O rei do Circo despede-se em breve, mas, tendo-se realisado na matinée de hoje a exibição da 18.ª serie, intitulada A ultima batalha. Serão ainda exibidas varias series do colossal film, assim como fará a sua primeira apresentação o lindo film em 2 partes — O transvario. E noite de entusiasmo certo no elegante Salão Central. xyxy=(957,542,1164,808)
ad-title: BOLSA DE LISBOA xyxy=(1394,351,1600,367)
garantia-ad xyxy=(1175,1149,1606,1465)
article-paragraph: Academias, Grupos, Associações... dá-nos sempre a impressão de que são constituidos por meia duzia de individuos que, numa destas lindas tardes de Lisboa fatigantes de beleza e luz, recitam á mesa dum café vendo passar, o que abrange a velha Lusitania exclamam com enfase e ardor: — «Ora vamos lá a vêr se salvamos isto!» xyxy=(512,660,706,807)
ad-address: 56—Rua Aurea—60 xyxy=(1410,186,1584,207)
fogo-text xyxy=(512,911,706,1213)
story-paragraph: Outra vez, em que esteve muito exaltada todo o dia, tinham receio de entrar para lhe tirar a louça do jantar (louça de aluminio, que outra não pode ser, porque a parte), mas eu fui falar-lhe à porta e ela disse logo, muito apessoadamente: «Entra, mana, entra; e, rindo-se para mim, continuou: —Acho graça a esta mana vir intervir. Pois, em todo caso, que dessem-lhe o que pedia... —Pois isso não lhe pertence, o que ainda pude: não foi ficar mais triste com todas aquelas noites, pois não me deixem entrar velhas no quarto...» Pobre senhora! xyxy=(21,331,258,523)
ad-attractions: Atracções! Surpresas! xyxy=(555,2214,664,2229)
ad-text: Transacções em fundos publicos e papeis de Credito. Bilhetes do tesouro, etc. xyxy=(1396,408,1598,436)
ad-schedule-line: Domingo, 23 — Recital de canto por xyxy=(48,2030,231,2045)
congresso-heading: Congresso xyxy=(748,197,914,230)
divider xyxy=(21,1230,258,1231)
ad-city: LISBOA TEL 1144-C xyxy=(1225,879,1328,894)
garantia-agentes-row xyxy=(1188,1397,1593,1414)
banco-line-2: Descontos e transferencias xyxy=(1285,1668,1496,1686)
montepio-title: MONTE-PIO NACIONAL xyxy=(1280,1955,1501,2037)
presidente-heading: Presidente da Republica xyxy=(762,1563,901,1605)
garantia-line-1: Sinistros pagos escudos 6.579.528$26,0 xyxy=(1246,1318,1535,1334)
canetas-ad xyxy=(1390,250,1604,341)
congresso-paragraph: Só ás 15,10 o sr. Sá Cardoso consegue reabrir a sessão. —Tem a palavra o sr. Brito Camacho—. O sr. Camacho admirou-se. Fixa um pouco a mesa, interroga-se e exclama: —Desisto da palavra. Novo compasso de espera. —Tem a palavra o sr. ministro das finanças. xyxy=(714,859,949,947)
porto-heading: O Imperio no Porto xyxy=(988,1734,1133,1751)
ad-play: Mercado de Donzelas xyxy=(973,1875,1148,1894)
column-4 xyxy=(957,41,1164,2259)
ad-days: Ás Quintas-feiras e domingos xyxy=(536,1316,683,1354)
ad-address: 95, Rua do Ouro, 97 xyxy=(1417,695,1577,714)
eden-teatro-ad xyxy=(512,1883,706,2236)
lower-ads xyxy=(1175,1143,1606,2259)
ad-title: Teatro São Luiz xyxy=(997,1840,1123,1859)
policlinica-address: L. do Camões, 19 (ao Rocio) xyxy=(1192,105,1361,121)
policlinica-list xyxy=(1178,158,1375,548)
vida-sportiva-heading: VIDA SPORTIVA xyxy=(989,821,1131,877)
farinha-body xyxy=(1211,1747,1570,1869)
ad-play: Divorciemo-nos xyxy=(544,1499,674,1519)
column-2 xyxy=(273,41,497,2259)
garantia-line-2: Dividendos distribuidos » 1.394.000$00 xyxy=(1250,1335,1531,1351)
montepio-address: Rua Augusta, 40 e 42 xyxy=(1286,2039,1495,2063)
story-paragraph: Uma tarde deu-lhe a crise, estava a jantar, e a empregada que deixára por esquecimento a faca sobre a mesa não sabia, aflita, como tirar-lha, porque ela tinha partido uma colcha com que a ameaçava. Oferecí-me para tentar obter a faca e fui pedir-lha, retribuindo a porta do quarto e chamando-a. xyxy=(21,133,258,236)
story-paragraph: Mas, Doutor, seria interminável esta exposição da minha miseria moral que eu tive a enormíssima desgraça de vir presenciar de perto, fazendo-me meditar quanto aqui me encerro. xyxy=(21,1052,258,1125)
congresso-paragraph: Deve ser votada a moção do sr. Antonio Maria da Silva. xyxy=(714,1523,949,1554)
montepio-ad xyxy=(1175,1949,1606,2136)
policlinica-line: Raios X diatermia alta freq.— DR. CARLOS SANTOS, (filho). xyxy=(1178,519,1375,548)
academias-text-cont xyxy=(512,179,706,807)
telegrafo-text-2: SANTIAGO DO CHILE, 15.—Seguiu no transporte «Argamo», no dia 25, para Inglaterra, 1450 oficiaes e marinheiros que vão tripular a esquadrilha de guerra comprada naquele paiz.—Americana. xyxy=(957,406,1164,480)
noticiario-text: Parece assente que as regatas este ano se realisam com o seguinte programa: «Lisboa».—26 e 27 de Junho: «Taça Lisbôa», «Taça de Outriggers (Seniors) em Outriggers de 4». «Taça Coroa da Silva» (Seniors Outriggers de 4). «Taça Azambuja» (Juniors em Outriggers de 4). «Taça Arriaga» (principiantes). «Figueira da Foz».—12 de Setembro: «Taça Vitoria» (Outriggers de 8 e parece que outra taça para Outriggers de 4). «Porto».—19 de Setembro: (Outriggers de 4 (Seniors) e provavelmente uma corrida de Juniors). Fala-se em que no mez de Junho vem para o Colyseu uma troupe de lucta greco-romana. O Centro Nacional de Esgrima marcou a data de 5 de Junho para a inauguração da sua nova sala de Armas. O resultado da «poule» de sabre realisada pelo Comité Olympico no dia 2 deste mez no G. C. P. foi o seguinte: 1.ª serie—1.º Francisco Fernandes; 2.º Capitão Sousa Dias; 3.º Antonio Montez. 2.ª serie—Capitães Ferreira Babo e Mota, respectivamente. Parece certa a realisação de um campeonato militar de foot-ball, na proxima epoca. Hontem, no desafio de 1.ª categoria realizado em Tondela, o Sport Lisboa venceu o Sporting por 1 goal a 0. xyxy=(957,1288,1164,1729)
nota-author: A. de Campos Junior xyxy=(1037,1246,1160,1261)
policlinica-line: Olhos.— DR. HENRIQUE ROQUETE, ás 13. xyxy=(1178,238,1375,268)
ad-tel: Telefone 3793 xyxy=(1246,634,1307,646)
circo-heading: O rei do Circo xyxy=(964,490,1156,519)
article-paragraph: Realisou-se ante-hontem a sessão inaugural do Grupo Ressurreição da Academia de Novos da Lusitania, que se destina a fazer a vida intelectual, abandonar o caminho que trilha, a orientar a mocidade pelas suas proprias forças e dar à arte um impulso novo e vigoroso no sentido de que a sua acção e o seu esplendor sejam um motivo de orgulho e glorificação nacionais. A sessão foi presidida pelo sr. Lopes Vieira, tendo sido inauguradas estas palavras do grupo. xyxy=(273,237,497,398)
